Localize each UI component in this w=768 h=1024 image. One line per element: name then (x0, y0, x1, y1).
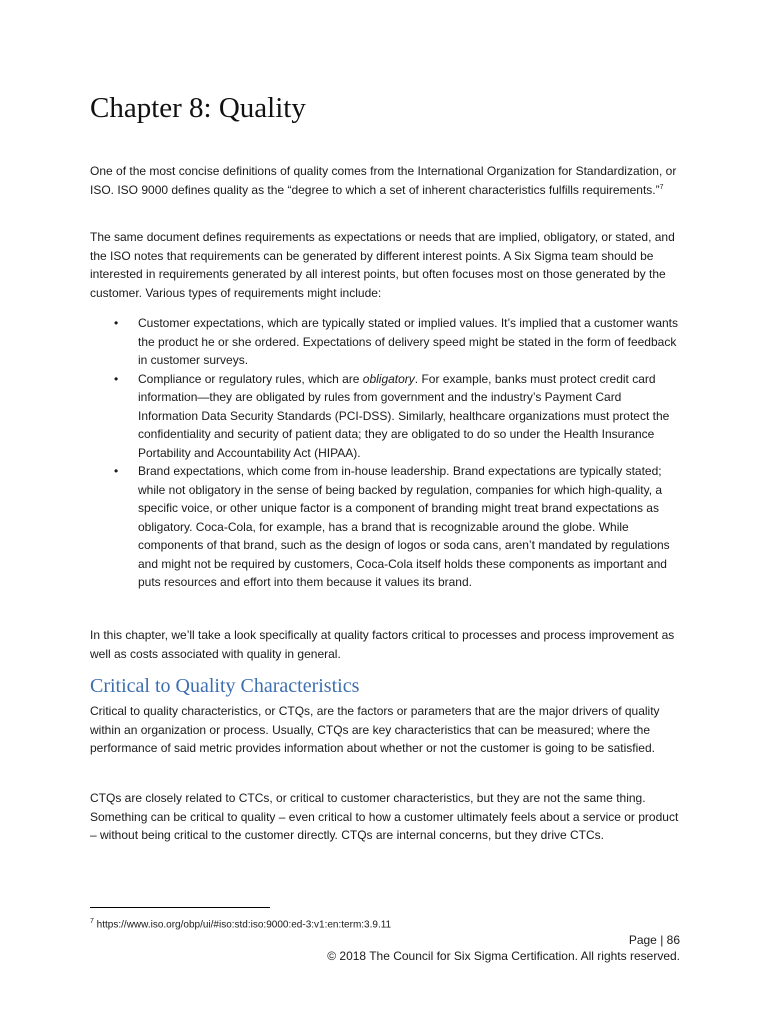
section-heading: Critical to Quality Characteristics (90, 675, 360, 697)
list-item-text: Customer expectations, which are typically stated or implied values. It’s implied that a customer wants the product he or she ordered. Expectations of delivery speed might be stated in the form of feedback in customer surveys. (138, 316, 679, 367)
footnote (90, 915, 391, 931)
bullet-marker: • (114, 371, 119, 386)
emphasis-text: obligatory (362, 371, 415, 386)
bullet-marker: • (114, 316, 119, 330)
footnote-number: 7 (90, 918, 94, 925)
list-item (90, 314, 680, 370)
intro-paragraph-1 (90, 162, 680, 199)
section-paragraph-1: Critical to quality characteristics, or CTQs, are the factors or parameters that are the major drivers of quality within an organization or process. Usually, CTQs are key characteristics that can be measured; where the performance of said metric provides information about whether or not the customer is going to be satisfied. (90, 704, 660, 755)
intro-paragraph-1-text: One of the most concise definitions of quality comes from the International Organization for Standardization, or ISO. ISO 9000 defines quality as the “degree to which a set of inherent characteristics fulfills requirements.” (90, 164, 677, 197)
section-paragraph-2: CTQs are closely related to CTCs, or critical to customer characteristics, but they are not the same thing. Something can be critical to quality – even critical to how a customer ultimately feels about a service or product – without being critical to the customer directly. CTQs are internal concerns, but they drive CTCs. (90, 791, 679, 842)
copyright-notice: © 2018 The Council for Six Sigma Certification. All rights reserved. (327, 949, 680, 963)
footnote-divider (90, 907, 270, 908)
chapter-title: Chapter 8: Quality (90, 92, 306, 124)
requirements-list (90, 314, 680, 592)
footnote-reference: 7 (659, 183, 664, 191)
list-item-text: Brand expectations, which come from in-house leadership. Brand expectations are typically stated; while not obligatory in the sense of being backed by regulation, companies for which high-quality, a specific voice, or other unique factor is a component of branding might treat brand expectations as obligatory. Coca-Cola, for example, has a brand that is recognizable around the globe. While components of that brand, such as the design of logos or soda cans, aren’t mandated by regulations and might not be required by customers, Coca-Cola itself holds these components as important and puts resources and effort into them because it values its brand. (138, 464, 670, 589)
list-item-text (138, 372, 669, 460)
list-item (90, 462, 680, 592)
list-item-text-start: Compliance or regulatory rules, which are (138, 371, 363, 386)
closing-paragraph: In this chapter, we’ll take a look specifically at quality factors critical to processes and process improvement as well as costs associated with quality in general. (90, 628, 675, 661)
bullet-marker: • (114, 464, 119, 478)
page-number: Page | 86 (628, 933, 680, 947)
list-item-text-end: . For example, banks must protect credit card information—they are obligated by rules from government and the industry’s Payment Card Information Data Security Standards (PCI-DSS). Similarly, healthcare organizations must protect the confidentiality and security of patient data; they are obligated to do so under the Health Insurance Portability and Accountability Act (HIPAA). (138, 371, 670, 460)
footnote-url: https://www.iso.org/obp/ui/#iso:std:iso:9000:ed-3:v1:en:term:3.9.11 (93, 919, 392, 931)
intro-paragraph-2: The same document defines requirements as expectations or needs that are implied, obligatory, or stated, and the ISO notes that requirements can be generated by different interest points. A Six Sigma team should be interested in requirements generated by all interest points, but often focuses most on those generated by the customer. Various types of requirements might include: (90, 230, 675, 300)
list-item (90, 370, 680, 463)
